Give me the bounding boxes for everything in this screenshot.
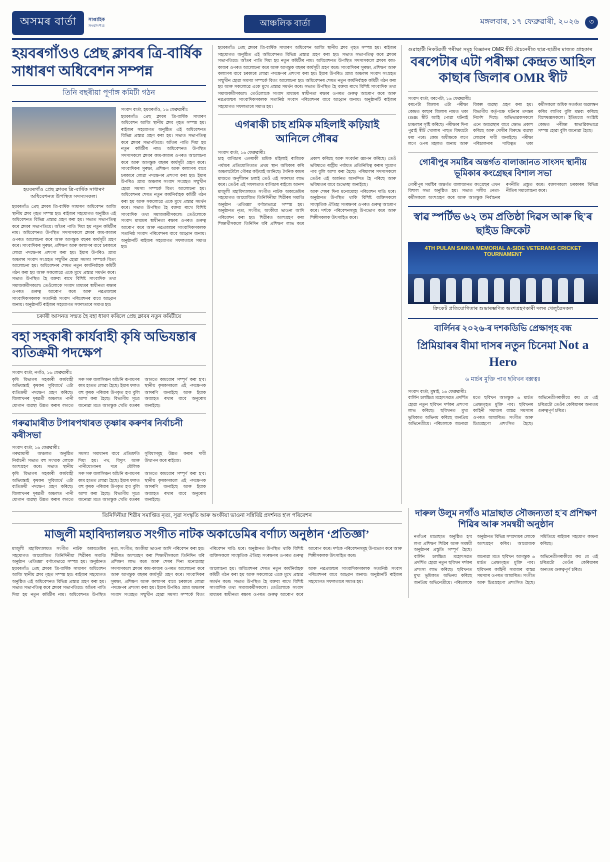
lead-headline: হয়বৰগাঁওও প্ৰেছ ক্লাবৰ ত্ৰি-বাৰ্ষিক সাধাৰণ অধিবেশন সম্পন্ন: [12, 46, 202, 81]
story3-body-extra: কৃষি বিভাগৰ সহকাৰী কাৰ্যবাহী অভিযন্তাই কৃষকৰ সুবিধাৰ্থে এটা ব্যতিক্ৰমী পদক্ষেপ গ্ৰহণ কৰিছে। জিলাখনৰ দূৰৱৰ্তী অঞ্চলত পানী যোগান ব্যৱস্থা উন্নত কৰাৰ লগতে সৰু সৰু জলসিঞ্চন আঁচনি ৰূপায়ণৰ কাম হাতত লোৱা হৈছে। ইয়াৰ ফলত বহু কৃষক পৰিবাৰ উপকৃত হ'ব বুলি আশা কৰা হৈছে। বিভাগীয় সূত্ৰে জনোৱা মতে আগন্তুক খেতি বতৰৰ আগতে কামবোৰ সম্পূৰ্ণ কৰা হ'ব। স্থানীয় কৃষকসকলে এই পদক্ষেপক আদৰণি জনাইছে আৰু ইয়াক অব্যাহত ৰখাৰ বাবে অনুৰোধ জনাইছে।: [12, 470, 206, 503]
cricket-player: [430, 278, 440, 302]
cricket-player: [446, 278, 456, 302]
divider: [408, 152, 598, 153]
tea-worker-body: চাহ বাগিচাৰ এগৰাকী শ্ৰমিক মহিলাই ৰাজ্যিক পৰ্যায়ৰ প্ৰতিযোগিতাত প্ৰথম স্থান অধিকাৰ কৰি অঞ্চলটোলৈ গৌৰৱ কঢ়িয়াই আনিছে। দৈনিক কামৰ মাজতে অনুশীলন চলাই তেওঁ এই সফলতা লাভ কৰে। তেওঁৰ এই সফলতাত বাগিচাৰ ৰাইজে আনন্দ প্ৰকাশ কৰিছে আৰু সংবৰ্ধনা জ্ঞাপন কৰিছে। তেওঁ ভবিষ্যতে ৰাষ্ট্ৰীয় পৰ্যায়ত প্ৰতিনিধিত্ব কৰাৰ সুযোগ পাব বুলি আশা কৰা হৈছে। পৰিয়ালৰ সদস্যসকলে তেওঁৰ এই অৰ্জনত আনন্দিত হৈ পৰিছে আৰু ভবিষ্যতৰ বাবে শুভেচ্ছা জনাইছে।: [217, 156, 397, 188]
logo-wordmark: অসমৰ বাৰ্তা: [12, 11, 84, 35]
cricket-player: [494, 278, 504, 302]
column-middle: [212, 45, 402, 504]
lead-kicker: তিনি বছৰীয়া পূৰ্ণাঙ্গ কমিটী গঠন: [12, 85, 206, 102]
page-body: [12, 45, 598, 598]
majuli-headline: মাজুলী মহাবিদ্যালয়ত সংগীত নাটক অকাডেমিৰ বৰ্ণাঢ্য অনুষ্ঠান ‘প্ৰতিজ্ঞা’: [44, 528, 370, 541]
tea-worker-body-cont: মাজুলী মহাবিদ্যালয়ত সংগীত নাটক অকাডেমিৰ সহযোগত আয়োজিত তিনিদিনীয়া শিৱীৰৰ সমাপ্তি অনুষ্ঠান ‘প্ৰতিজ্ঞা’ বৰ্ণাঢ্যভাৱে সম্পন্ন হয়। অনুষ্ঠানত নৃত্য, সংগীত, অংকীয়া ভাওনা আদি পৰিবেশন কৰা হয়। শিৱীৰত অংশগ্ৰহণ কৰা শিক্ষাৰ্থীসকলে তিনিদিন ধৰি প্ৰশিক্ষণ লাভ কৰে আৰু শেষৰ দিনা মনোমোহা পৰিবেশন দাঙি ধৰে। অনুষ্ঠানত উপস্থিত থাকি বিশিষ্ট ব্যক্তিসকলে সাংস্কৃতিক ঐতিহ্য সংৰক্ষণৰ ওপৰত গুৰুত্ব আৰোপ কৰে। দৰ্শকে পৰিবেশনসমূহ উপভোগ কৰে আৰু শিল্পীসকলক উৎসাহিত কৰে।: [217, 188, 397, 227]
divider: [408, 206, 598, 207]
film-subline: ৬ মাৰ্চৰ মুক্তি পাব ছবিখন বক্সত্বঃ: [465, 376, 541, 383]
film-headline-text: প্ৰিমিয়াৰৰ বীমা দাসৰ নতুন চিনেমা: [417, 340, 557, 352]
cricket-photo-caption: ক্ৰিকেট প্ৰতিযোগিতাৰ শুভাৰম্ভণিত অংশগ্ৰহণকাৰী দলৰ খেলুৱৈসকল: [432, 305, 574, 312]
cricket-player: [478, 278, 488, 302]
lead-story-body: হয়বৰগাঁও প্ৰেছ ক্লাবৰ ত্ৰি-বাৰ্ষিক সাধাৰণ অধিবেশন আজি স্থানীয় ক্লাব গৃহত সম্পন্ন হয়। ৰাইজৰ সহযোগত অনুষ্ঠিত এই অধিবেশনত বিভিন্ন প্ৰস্তাৱ গ্ৰহণ কৰা হয়। সভাত সভাপতিত্ব কৰে ক্লাবৰ সভাপতিয়ে। আঁতৰ পাতি দিয়া হয় নতুন কমিটীৰ নাম। অধিবেশনত উপস্থিত সদস্যসকলে ক্লাবৰ কাম-কাজৰ ওপৰত আলোচনা কৰে আৰু আগন্তুক বছৰৰ কাৰ্যসূচী গ্ৰহণ কৰে। সাংবাদিকৰ সুৰক্ষা, প্ৰশিক্ষণ আৰু কল্যাণৰ বাবে চৰকাৰে লোৱা পদক্ষেপৰ প্ৰশংসা কৰা হয়। ইয়াৰ উপৰিও গ্ৰাম্য অঞ্চলৰ সংবাদ সংগ্ৰহত সম্মুখীন হোৱা সমস্যা সম্পৰ্কে বিতং আলোচনা হয়। অধিবেশনৰ শেষত নতুন কাৰ্যনিৰ্বাহক কমিটী গঠন কৰা হয় আৰু সকলোৱে একে মুখে প্ৰস্তাৱ সমৰ্থন কৰে। সভাত উপস্থিত হৈ বক্তব্য ৰাখে বিশিষ্ট সাংবাদিক তথা সমাজকৰ্মীসকলে। তেওঁলোকে সংবাদ মাধ্যমৰ স্বাধীনতা ৰক্ষাৰ ওপৰত গুৰুত্ব আৰোপ কৰে আৰু নৱপ্ৰজন্মৰ সাংবাদিকসকলক সত্যনিষ্ঠ সংবাদ পৰিবেশনৰ বাবে আহ্বান জনায়। অনুষ্ঠানটি ৰাইজৰ সহযোগত সফলতাৰে সমাপ্ত হয়।: [121, 113, 206, 250]
divider: [12, 413, 206, 414]
cricket-banner-title: 4TH PULAN SAIKIA MEMORIAL A-SIDE VETERANS CRICKET TOURNAMENT: [424, 245, 582, 258]
cricket-player: [462, 278, 472, 302]
madrassa-body: নগাঁওৰ মাদ্ৰাছাত অনুষ্ঠিত হ'ব লগা প্ৰশিক্ষণ শিৱিৰ আৰু সমন্বয়ী অনুষ্ঠানৰ প্ৰস্তুতি সম্পূৰ্ণ হৈছে। অনুষ্ঠানত বিভিন্ন সম্প্ৰদায়ৰ লোকে অংশগ্ৰহণ কৰিব। আয়োজক সমিতিয়ে ৰাইজৰ সহযোগ কামনা কৰিছে।: [413, 534, 598, 553]
logo-subtitle: [88, 17, 104, 28]
section-band: আঞ্চলিক বাৰ্তা: [244, 15, 326, 33]
press-club-photo-caption: হয়বৰগাঁও প্ৰেছ ক্লাবৰ ত্ৰি-বাৰ্ষিক সাধাৰণ অধিবেশনত উপস্থিত সদস্যসকল।: [23, 187, 105, 201]
press-club-photo: [12, 107, 116, 185]
madrassa-body-cont: বাৰ্লিন চলচ্চিত্ৰ মহোৎসৱত প্ৰদৰ্শিত হোৱা নতুন ছবিখন দৰ্শকৰ প্ৰশংসা লাভ কৰিছে। ছবিখনত মুখ্য ভূমিকাত অভিনয় কৰিছে জনপ্ৰিয় অভিনেত্ৰীয়ে। পৰিচালকে জনোৱা মতে ছবিখন আগন্তুক ৬ মাৰ্চত প্ৰেক্ষাগৃহত মুক্তি পাব। ছবিখনৰ কাহিনী সমাজৰ বাস্তৱ সমস্যাৰ ওপৰত আধাৰিত। সংগীত আৰু চিত্ৰগ্ৰহণো প্ৰশংসিত হৈছে। অভিনেত্ৰীগৰাকীয়ে কয় যে এই চৰিত্ৰটো তেওঁৰ কেৰিয়াৰৰ অন্যতম গুৰুত্বপূৰ্ণ চৰিত্ৰ।: [413, 553, 598, 585]
majuli-strip-caption: তিনিদিনীয়া শিৱীৰ সমাপ্তিত নৃত্য, সুৱা সংস্কৃতি আৰু অংকীয়া ভাওনা সন্নিবিষ্ট প্ৰদৰ্শনত হ'ল পৰিবেশন: [12, 511, 402, 524]
film-title-latin: Not a Hero: [489, 336, 589, 369]
majuli-body-cont: হয়বৰগাঁও প্ৰেছ ক্লাবৰ ত্ৰি-বাৰ্ষিক সাধাৰণ অধিবেশন আজি স্থানীয় ক্লাব গৃহত সম্পন্ন হয়। ৰাইজৰ সহযোগত অনুষ্ঠিত এই অধিবেশনত বিভিন্ন প্ৰস্তাৱ গ্ৰহণ কৰা হয়। সভাত সভাপতিত্ব কৰে ক্লাবৰ সভাপতিয়ে। আঁতৰ পাতি দিয়া হয় নতুন কমিটীৰ নাম। অধিবেশনত উপস্থিত সদস্যসকলে ক্লাবৰ কাম-কাজৰ ওপৰত আলোচনা কৰে আৰু আগন্তুক বছৰৰ কাৰ্যসূচী গ্ৰহণ কৰে। সাংবাদিকৰ সুৰক্ষা, প্ৰশিক্ষণ আৰু কল্যাণৰ বাবে চৰকাৰে লোৱা পদক্ষেপৰ প্ৰশংসা কৰা হয়। ইয়াৰ উপৰিও গ্ৰাম্য অঞ্চলৰ সংবাদ সংগ্ৰহত সম্মুখীন হোৱা সমস্যা সম্পৰ্কে বিতং আলোচনা হয়। অধিবেশনৰ শেষত নতুন কাৰ্যনিৰ্বাহক কমিটী গঠন কৰা হয় আৰু সকলোৱে একে মুখে প্ৰস্তাৱ সমৰ্থন কৰে। সভাত উপস্থিত হৈ বক্তব্য ৰাখে বিশিষ্ট সাংবাদিক তথা সমাজকৰ্মীসকলে। তেওঁলোকে সংবাদ মাধ্যমৰ স্বাধীনতা ৰক্ষাৰ ওপৰত গুৰুত্ব আৰোপ কৰে আৰু নৱপ্ৰজন্মৰ সাংবাদিকসকলক সত্যনিষ্ঠ সংবাদ পৰিবেশনৰ বাবে আহ্বান জনায়। অনুষ্ঠানটি ৰাইজৰ সহযোগত সফলতাৰে সমাপ্ত হয়।: [12, 565, 402, 597]
omr-headline: বৰপেটাৰ এটা পৰীক্ষা কেন্দ্ৰত আহিল কাছাৰ জিলাৰ OMR স্বীট: [410, 54, 596, 86]
cricket-player: [510, 278, 520, 302]
cricket-player: [574, 278, 584, 302]
divider: [408, 318, 598, 319]
cricket-player: [558, 278, 568, 302]
logo-subtitle-line1: সাপ্তাহিক: [88, 17, 105, 22]
story2-body: কৃষি বিভাগৰ সহকাৰী কাৰ্যবাহী অভিযন্তাই কৃষকৰ সুবিধাৰ্থে এটা ব্যতিক্ৰমী পদক্ষেপ গ্ৰহণ কৰিছে। জিলাখনৰ দূৰৱৰ্তী অঞ্চলত পানী যোগান ব্যৱস্থা উন্নত কৰাৰ লগতে সৰু সৰু জলসিঞ্চন আঁচনি ৰূপায়ণৰ কাম হাতত লোৱা হৈছে। ইয়াৰ ফলত বহু কৃষক পৰিবাৰ উপকৃত হ'ব বুলি আশা কৰা হৈছে। বিভাগীয় সূত্ৰে জনোৱা মতে আগন্তুক খেতি বতৰৰ আগতে কামবোৰ সম্পূৰ্ণ কৰা হ'ব। স্থানীয় কৃষকসকলে এই পদক্ষেপক আদৰণি জনাইছে আৰু ইয়াক অব্যাহত ৰখাৰ বাবে অনুৰোধ জনাইছে।: [12, 376, 206, 408]
lead-story-continued: হয়বৰগাঁও প্ৰেছ ক্লাবৰ ত্ৰি-বাৰ্ষিক সাধাৰণ অধিবেশন আজি স্থানীয় ক্লাব গৃহত সম্পন্ন হয়। ৰাইজৰ সহযোগত অনুষ্ঠিত এই অধিবেশনত বিভিন্ন প্ৰস্তাৱ গ্ৰহণ কৰা হয়। সভাত সভাপতিত্ব কৰে ক্লাবৰ সভাপতিয়ে। আঁতৰ পাতি দিয়া হয় নতুন কমিটীৰ নাম। অধিবেশনত উপস্থিত সদস্যসকলে ক্লাবৰ কাম-কাজৰ ওপৰত আলোচনা কৰে আৰু আগন্তুক বছৰৰ কাৰ্যসূচী গ্ৰহণ কৰে। সাংবাদিকৰ সুৰক্ষা, প্ৰশিক্ষণ আৰু কল্যাণৰ বাবে চৰকাৰে লোৱা পদক্ষেপৰ প্ৰশংসা কৰা হয়। ইয়াৰ উপৰিও গ্ৰাম্য অঞ্চলৰ সংবাদ সংগ্ৰহত সম্মুখীন হোৱা সমস্যা সম্পৰ্কে বিতং আলোচনা হয়। অধিবেশনৰ শেষত নতুন কাৰ্যনিৰ্বাহক কমিটী গঠন কৰা হয় আৰু সকলোৱে একে মুখে প্ৰস্তাৱ সমৰ্থন কৰে। সভাত উপস্থিত হৈ বক্তব্য ৰাখে বিশিষ্ট সাংবাদিক তথা সমাজকৰ্মীসকলে। তেওঁলোকে সংবাদ মাধ্যমৰ স্বাধীনতা ৰক্ষাৰ ওপৰত গুৰুত্ব আৰোপ কৰে আৰু নৱপ্ৰজন্মৰ সাংবাদিকসকলক সত্যনিষ্ঠ সংবাদ পৰিবেশনৰ বাবে আহ্বান জনায়। অনুষ্ঠানটি ৰাইজৰ সহযোগত সফলতাৰে সমাপ্ত হয়।: [12, 204, 116, 308]
bottom-left-block: [12, 508, 402, 599]
masthead-meta: [408, 16, 598, 29]
story3-headline: গৰুৱামাৰীত টপাৰপথাৰত তৃষ্ণাৰ কৰুণৰ নিৰ্বাচনী কৰীসভা: [12, 418, 183, 441]
film-lead: সংবাদ বাৰ্তা, মুম্বাই, ১৬ ফেব্ৰুৱাৰীঃ: [408, 388, 467, 394]
bottom-right-block: [408, 508, 598, 599]
masthead: [12, 10, 598, 40]
cricket-headline: স্বাৱ স্পৰ্টিভ ৬২ তম প্ৰতিষ্ঠা দিৱস আৰু ছি'ৰ ছাইড ক্ৰিকেট: [413, 212, 593, 238]
dateline: মঙ্গলবাৰ, ১৭ ফেব্ৰুৱাৰী, ২০২৬: [480, 17, 579, 26]
cricket-team-row: [408, 274, 598, 304]
lead-story-lead: সংবাদ বাৰ্তা, হয়বৰগাঁও, ১৬ ফেব্ৰুৱাৰীঃ: [121, 107, 188, 113]
divider: [218, 114, 396, 115]
majuli-body: মাজুলী মহাবিদ্যালয়ত সংগীত নাটক অকাডেমিৰ সহযোগত আয়োজিত তিনিদিনীয়া শিৱীৰৰ সমাপ্তি অনুষ্ঠান ‘প্ৰতিজ্ঞা’ বৰ্ণাঢ্যভাৱে সম্পন্ন হয়। অনুষ্ঠানত নৃত্য, সংগীত, অংকীয়া ভাওনা আদি পৰিবেশন কৰা হয়। শিৱীৰত অংশগ্ৰহণ কৰা শিক্ষাৰ্থীসকলে তিনিদিন ধৰি প্ৰশিক্ষণ লাভ কৰে আৰু শেষৰ দিনা মনোমোহা পৰিবেশন দাঙি ধৰে। অনুষ্ঠানত উপস্থিত থাকি বিশিষ্ট ব্যক্তিসকলে সাংস্কৃতিক ঐতিহ্য সংৰক্ষণৰ ওপৰত গুৰুত্ব আৰোপ কৰে। দৰ্শকে পৰিবেশনসমূহ উপভোগ কৰে আৰু শিল্পীসকলক উৎসাহিত কৰে।: [12, 546, 402, 565]
logo: [12, 11, 162, 35]
cricket-player: [414, 278, 424, 302]
tea-worker-headline: এগৰাকী চাহ শ্ৰমিক মহিলাই কঢ়িয়াই আনিলে গৌৰৱ: [234, 120, 380, 145]
omr-photo-caption: গুৱাহাটী নিকটৱৰ্তী পৰীক্ষা সমূহ বিজ্ঞানৰ OMR স্বীট ষ্টেচনেৰীত ছাত্ৰ-ছাত্ৰীৰ মাজত গ্ৰাহকাৰ: [408, 47, 593, 53]
logo-subtitle-line2: সংবাদপত্ৰ: [88, 22, 105, 28]
section-band-wrap: [162, 13, 408, 33]
madrassa-headline: দাৰুল উলুম নগাঁও মাদ্ৰাছাত সৌজন্যতা হ'ব প্ৰশিক্ষণ শিৱিৰ আৰু সমন্বয়ী অনুষ্ঠান: [415, 507, 597, 530]
congress-meet-headline: গোৰীপুৰ সমষ্টিৰ অন্তৰ্গত বালাজানত সাংসদ স্থানীয় ভূমিকাৰ কংগ্ৰেছৰ বিশাল সভা: [419, 156, 587, 178]
story2-lead: সংবাদ বাৰ্তা, নগাঁও, ১৬ ফেব্ৰুৱাৰীঃ: [12, 370, 72, 376]
omr-body: বৰপেটা জিলাৰ এটা পৰীক্ষা কেন্দ্ৰত কাছাৰ জিলাৰ নামত থকা OMR স্বীট আহি পোৱা ঘটনাই চাঞ্চল্যৰ সৃষ্টি কৰিছে। পৰীক্ষাৰ দিনা পুৱাই স্বীট খোলাৰ পাছত বিষয়টো ধৰা পৰে। কেন্দ্ৰ অধীক্ষকে লগে লগে ওপৰ মহলত জনায় আৰু বিকল্প ব্যৱস্থা গ্ৰহণ কৰা হয়। বিভাগীয় কৰ্তৃপক্ষে ঘটনাৰ তদন্তৰ নিৰ্দেশ দিছে। অভিভাৱকসকলে এনে অব্যৱস্থাৰ বাবে ক্ষোভ প্ৰকাশ কৰিছে আৰু দোষীৰ বিৰুদ্ধে ব্যৱস্থা লোৱাৰ দাবী জনাইছে। পৰীক্ষা পৰিচালনাৰ দায়িত্বত থকা কৰ্মীসকলে অধিক সতৰ্কতা অৱলম্বন কৰিব লাগিব বুলি মন্তব্য কৰিছে বিশেষজ্ঞসকলে। ইতিমধ্যে সংশ্লিষ্ট কেন্দ্ৰত পৰীক্ষা স্বাভাৱিকভাৱে সম্পন্ন হোৱা বুলি জনোৱা হৈছে।: [408, 102, 598, 147]
column-left: [12, 45, 206, 504]
column-grid: [12, 45, 598, 504]
bottom-strip: [12, 508, 598, 599]
cricket-photo: [408, 242, 598, 304]
congress-meet-body: গোৰীপুৰ সমষ্টিৰ অন্তৰ্গত বালাজানত কংগ্ৰেছৰ এখন বিশাল সভা অনুষ্ঠিত হয়। সভাত দলীয় নেতা-কৰ্মীসকলে অংশগ্ৰহণ কৰে আৰু আগন্তুক নিৰ্বাচনৰ ৰণনীতি প্ৰস্তুত কৰে। বক্তাসকলে চৰকাৰৰ বিভিন্ন নীতিৰ সমালোচনা কৰে।: [408, 181, 598, 200]
film-body: বাৰ্লিন চলচ্চিত্ৰ মহোৎসৱত প্ৰদৰ্শিত হোৱা নতুন ছবিখন দৰ্শকৰ প্ৰশংসা লাভ কৰিছে। ছবিখনত মুখ্য ভূমিকাত অভিনয় কৰিছে জনপ্ৰিয় অভিনেত্ৰীয়ে। পৰিচালকে জনোৱা মতে ছবিখন আগন্তুক ৬ মাৰ্চত প্ৰেক্ষাগৃহত মুক্তি পাব। ছবিখনৰ কাহিনী সমাজৰ বাস্তৱ সমস্যাৰ ওপৰত আধাৰিত। সংগীত আৰু চিত্ৰগ্ৰহণো প্ৰশংসিত হৈছে। অভিনেত্ৰীগৰাকীয়ে কয় যে এই চৰিত্ৰটো তেওঁৰ কেৰিয়াৰৰ অন্যতম গুৰুত্বপূৰ্ণ চৰিত্ৰ।: [408, 395, 598, 427]
divider: [408, 91, 598, 92]
story3-body: গৰুৱামাৰী অঞ্চলত অনুষ্ঠিত নিৰ্বাচনী সভাত বহু সংখ্যক লোকে অংশগ্ৰহণ কৰে। সভাত স্থানীয় সমস্যা সমাধানৰ বাবে প্ৰতিশ্ৰুতি দিয়া হয়। পথ, বিদ্যুৎ আৰু পানীযোগানৰ দৰে মৌলিক সুবিধাসমূহ উন্নত কৰাৰ দাবী উত্থাপন কৰে ৰাইজে।: [12, 451, 206, 470]
berlin-headline: বাৰ্লিনৰ ২০২৬-ৰ দশকডিভি প্ৰেক্ষাগৃহ বন্ধ: [434, 322, 572, 333]
cricket-player: [526, 278, 536, 302]
photo-strip-caption: চকাৰী আসনত সন্মত হৈ বহা ধাৰণ কৰিলে প্ৰেছ ক্লাবৰ নতুন কমিটীয়ে: [12, 312, 206, 325]
film-headline: [408, 337, 598, 371]
cricket-player: [542, 278, 552, 302]
divider: [12, 365, 206, 366]
column-middle-top-text: হয়বৰগাঁও প্ৰেছ ক্লাবৰ ত্ৰি-বাৰ্ষিক সাধাৰণ অধিবেশন আজি স্থানীয় ক্লাব গৃহত সম্পন্ন হয়। ৰাইজৰ সহযোগত অনুষ্ঠিত এই অধিবেশনত বিভিন্ন প্ৰস্তাৱ গ্ৰহণ কৰা হয়। সভাত সভাপতিত্ব কৰে ক্লাবৰ সভাপতিয়ে। আঁতৰ পাতি দিয়া হয় নতুন কমিটীৰ নাম। অধিবেশনত উপস্থিত সদস্যসকলে ক্লাবৰ কাম-কাজৰ ওপৰত আলোচনা কৰে আৰু আগন্তুক বছৰৰ কাৰ্যসূচী গ্ৰহণ কৰে। সাংবাদিকৰ সুৰক্ষা, প্ৰশিক্ষণ আৰু কল্যাণৰ বাবে চৰকাৰে লোৱা পদক্ষেপৰ প্ৰশংসা কৰা হয়। ইয়াৰ উপৰিও গ্ৰাম্য অঞ্চলৰ সংবাদ সংগ্ৰহত সম্মুখীন হোৱা সমস্যা সম্পৰ্কে বিতং আলোচনা হয়। অধিবেশনৰ শেষত নতুন কাৰ্যনিৰ্বাহক কমিটী গঠন কৰা হয় আৰু সকলোৱে একে মুখে প্ৰস্তাৱ সমৰ্থন কৰে। সভাত উপস্থিত হৈ বক্তব্য ৰাখে বিশিষ্ট সাংবাদিক তথা সমাজকৰ্মীসকলে। তেওঁলোকে সংবাদ মাধ্যমৰ স্বাধীনতা ৰক্ষাৰ ওপৰত গুৰুত্ব আৰোপ কৰে আৰু নৱপ্ৰজন্মৰ সাংবাদিকসকলক সত্যনিষ্ঠ সংবাদ পৰিবেশনৰ বাবে আহ্বান জনায়। অনুষ্ঠানটি ৰাইজৰ সহযোগত সফলতাৰে সমাপ্ত হয়।: [217, 45, 397, 109]
column-right: [408, 45, 598, 504]
story2-headline: বহা সহকাৰী কাৰ্যবাহী কৃষি অভিযন্তাৰ ব্যতিক্ৰমী পদক্ষেপ: [12, 328, 197, 361]
page-number-badge: ৩: [585, 16, 598, 29]
story3-lead: সংবাদ বাৰ্তা, ১৬ ফেব্ৰুৱাৰীঃ: [12, 444, 60, 450]
tea-worker-lead: সংবাদ বাৰ্তা, ১৬ ফেব্ৰুৱাৰীঃ: [217, 149, 266, 155]
omr-lead: সংবাদ বাৰ্তা, বৰপেটা, ১৬ ফেব্ৰুৱাৰীঃ: [408, 95, 472, 101]
